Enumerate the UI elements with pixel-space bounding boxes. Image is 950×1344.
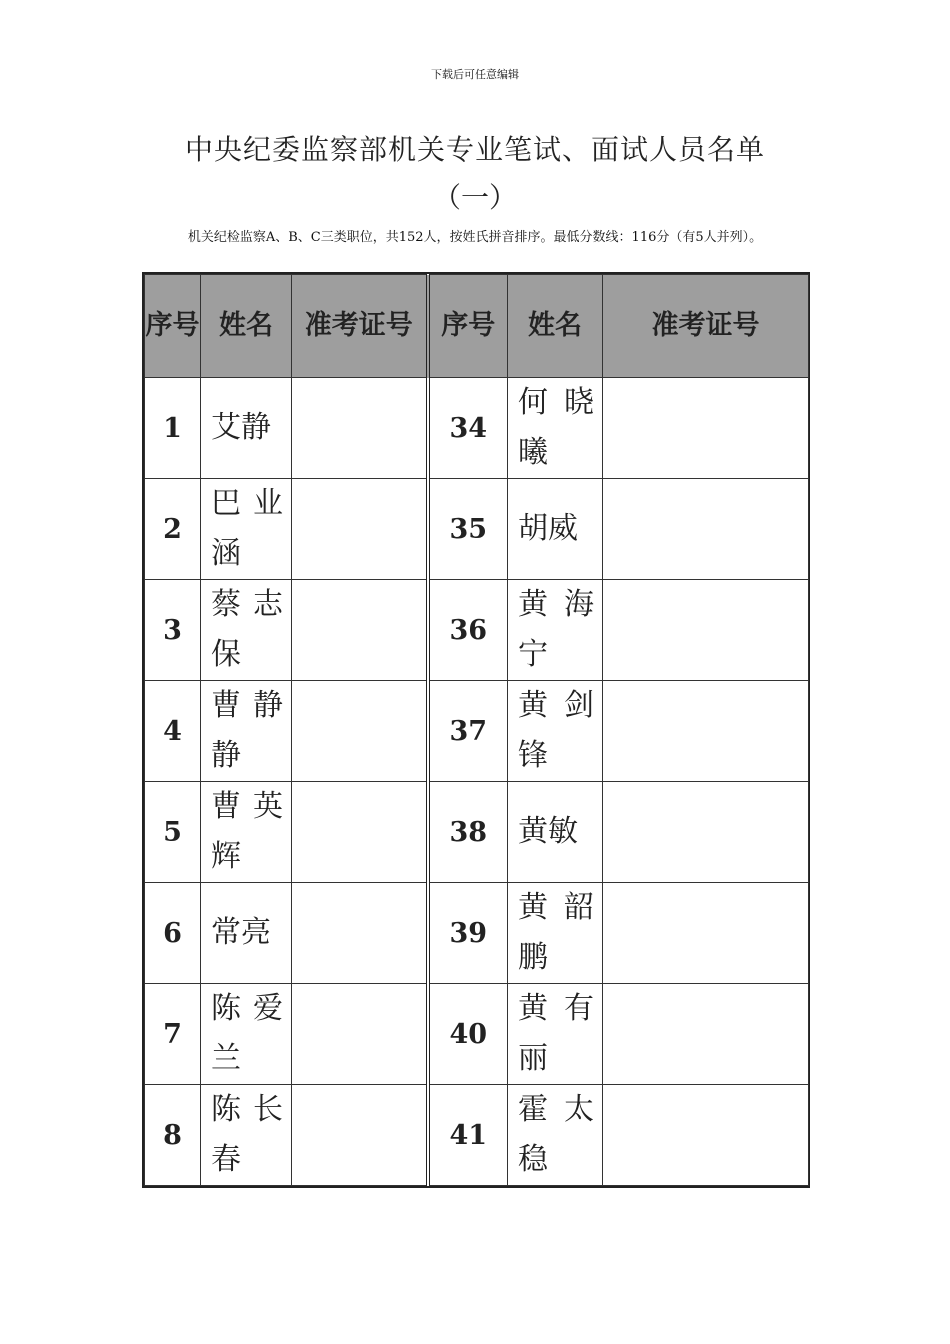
left-exam-id-cell — [292, 681, 428, 782]
right-name-cell: 黄 海宁 — [508, 580, 603, 681]
left-exam-id-cell — [292, 378, 428, 479]
left-seq-cell: 8 — [145, 1085, 201, 1186]
right-name-cell: 黄 韶鹏 — [508, 883, 603, 984]
right-exam-id-cell — [603, 984, 809, 1085]
right-exam-id-cell — [603, 580, 809, 681]
right-exam-id-cell — [603, 782, 809, 883]
left-exam-id-cell — [292, 580, 428, 681]
right-seq-cell: 36 — [428, 580, 508, 681]
right-exam-id-cell — [603, 883, 809, 984]
left-exam-id-cell — [292, 479, 428, 580]
right-seq-cell: 34 — [428, 378, 508, 479]
left-name-cell: 曹 英辉 — [201, 782, 292, 883]
table-header-row — [145, 275, 809, 378]
table-row — [145, 681, 809, 782]
left-exam-id-cell — [292, 984, 428, 1085]
left-exam-id-cell — [292, 883, 428, 984]
right-seq-cell: 35 — [428, 479, 508, 580]
right-seq-cell: 40 — [428, 984, 508, 1085]
right-seq-cell: 41 — [428, 1085, 508, 1186]
left-name-cell: 蔡 志保 — [201, 580, 292, 681]
left-name-cell: 曹 静静 — [201, 681, 292, 782]
table-row — [145, 883, 809, 984]
header-seq-right: 序号 — [428, 275, 508, 378]
left-seq-cell: 2 — [145, 479, 201, 580]
left-name-cell: 陈 长春 — [201, 1085, 292, 1186]
header-name-left: 姓名 — [201, 275, 292, 378]
header-seq-left: 序号 — [145, 275, 201, 378]
left-name-cell: 陈 爱兰 — [201, 984, 292, 1085]
right-seq-cell: 37 — [428, 681, 508, 782]
right-exam-id-cell — [603, 1085, 809, 1186]
right-name-cell: 霍 太稳 — [508, 1085, 603, 1186]
right-exam-id-cell — [603, 378, 809, 479]
left-exam-id-cell — [292, 782, 428, 883]
table-row — [145, 479, 809, 580]
left-seq-cell: 5 — [145, 782, 201, 883]
right-seq-cell: 38 — [428, 782, 508, 883]
right-seq-cell: 39 — [428, 883, 508, 984]
left-seq-cell: 1 — [145, 378, 201, 479]
right-name-cell: 何 晓曦 — [508, 378, 603, 479]
left-seq-cell: 6 — [145, 883, 201, 984]
table-row — [145, 984, 809, 1085]
page-title: 中央纪委监察部机关专业笔试、面试人员名单 — [184, 133, 765, 166]
right-exam-id-cell — [603, 479, 809, 580]
page-subtitle: （一） — [432, 181, 517, 214]
top-note: 下载后可任意编辑 — [431, 68, 519, 81]
left-name-cell: 艾静 — [201, 378, 292, 479]
right-name-cell: 黄 有丽 — [508, 984, 603, 1085]
header-exam-id-left: 准考证号 — [292, 275, 428, 378]
right-exam-id-cell — [603, 681, 809, 782]
description: 机关纪检监察A、B、C三类职位，共152人，按姓氏拼音排序。最低分数线：116分（有5人并列）。 — [187, 230, 763, 245]
left-seq-cell: 3 — [145, 580, 201, 681]
table-row — [145, 1085, 809, 1186]
left-seq-cell: 4 — [145, 681, 201, 782]
left-exam-id-cell — [292, 1085, 428, 1186]
left-name-cell: 巴 业涵 — [201, 479, 292, 580]
table-row — [145, 378, 809, 479]
left-seq-cell: 7 — [145, 984, 201, 1085]
table-row — [145, 580, 809, 681]
header-exam-id-right: 准考证号 — [603, 275, 809, 378]
right-name-cell: 黄 剑锋 — [508, 681, 603, 782]
right-name-cell: 胡威 — [508, 479, 603, 580]
right-name-cell: 黄敏 — [508, 782, 603, 883]
header-name-right: 姓名 — [508, 275, 603, 378]
left-name-cell: 常亮 — [201, 883, 292, 984]
table-row — [145, 782, 809, 883]
candidate-table — [142, 272, 810, 1188]
